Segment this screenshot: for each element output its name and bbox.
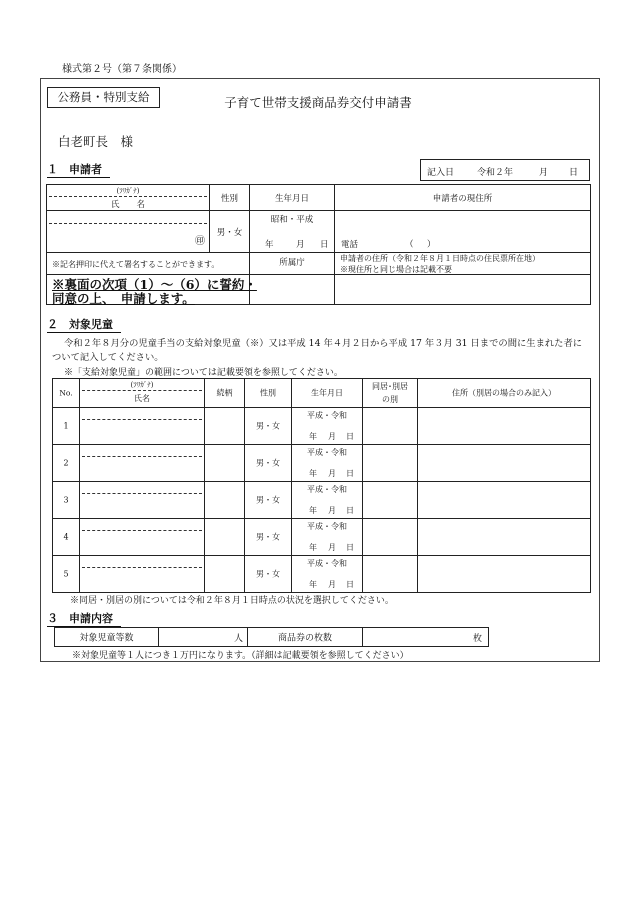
child-birthdate-cell [292,556,363,593]
registered-address-label: 申請者の住所（令和２年８月１日時点の住民票所在地） [340,254,540,263]
child-gender-options: 男・女 [256,421,280,431]
child-address-header: 住所（別居の場合のみ記入） [452,388,556,398]
request-table [54,627,489,647]
applicant-birthdate-cell [250,211,335,253]
birth-day-label: 日 [320,240,329,250]
child-address-cell [418,519,591,556]
child-no-cell [53,519,80,556]
child-no: 1 [63,421,69,431]
child-birthdate-cell [292,445,363,482]
child-address-cell [418,556,591,593]
child-relation-cell [205,408,245,445]
child-gender-header: 性別 [260,388,276,398]
child-name-cell [80,408,205,445]
phone-label: 電話 [341,240,359,250]
office-value-cell [250,275,335,305]
child-cohabit-cell [363,519,418,556]
child-furigana-dashed-line [82,419,202,420]
child-gender-cell [245,408,292,445]
child-birth-year: 年 [309,543,317,552]
applicant-address-header-cell [335,185,591,211]
registered-address-note: ※現住所と同じ場合は記載不要 [340,265,452,274]
child-gender-options: 男・女 [256,532,280,542]
birth-month-label: 月 [296,240,305,250]
voucher-count-unit: 枚 [472,634,482,644]
furigana-dashed-line [49,196,207,197]
child-birth-day: 日 [346,506,354,515]
child-birth-eras: 平成・令和 [307,448,347,457]
child-gender-cell [245,556,292,593]
form-number: 様式第２号（第７条関係） [62,64,182,75]
child-no: 4 [63,532,69,542]
child-gender-options: 男・女 [256,495,280,505]
section-request-heading: ３ 申請内容 [47,612,121,627]
child-furigana-dashed-line [82,567,202,568]
child-furigana-header: (ﾌﾘｶﾞﾅ) [130,381,154,389]
entry-date-era-year: 令和２年 [477,168,514,178]
pledge-cell [47,275,257,306]
child-furigana-dashed-line [82,493,202,494]
col-name-header [80,379,205,408]
child-no-cell [53,445,80,482]
category-label-box: 公務員・特別支給 [47,87,160,108]
child-birth-month: 月 [328,543,336,552]
child-furigana-dashed-line [82,456,202,457]
birth-eras: 昭和・平成 [270,215,314,225]
child-name-cell [80,556,205,593]
col-cohabit-header [363,379,418,408]
col-address-header [418,379,591,408]
child-name-cell [80,519,205,556]
gender-options: 男・女 [216,227,243,238]
pledge-line-2: 同意の上、 申請します。 [52,291,195,306]
col-gender-header [245,379,292,408]
child-birth-year: 年 [309,506,317,515]
child-row [53,519,591,556]
child-no-cell [53,556,80,593]
birthdate-header: 生年月日 [274,193,309,204]
entry-date-label: 記入日 [427,168,455,178]
voucher-count-value-cell [363,628,489,647]
child-address-cell [418,482,591,519]
col-relation-header [205,379,245,408]
name-furigana-dashed-line [49,223,207,224]
applicant-header-row [47,185,591,211]
child-no-cell [53,482,80,519]
child-birth-eras: 平成・令和 [307,485,347,494]
office-label-cell [250,253,335,275]
child-birth-month: 月 [328,506,336,515]
child-birth-day: 日 [346,580,354,589]
seal-mark: ㊞ [195,236,205,247]
voucher-count-label-cell [248,628,363,647]
child-row [53,408,591,445]
child-furigana-header-dashed-line [82,390,202,391]
child-gender-cell [245,482,292,519]
child-birth-year: 年 [309,580,317,589]
applicant-table [46,184,591,305]
child-birth-day: 日 [346,432,354,441]
request-row [55,628,489,647]
child-gender-cell [245,445,292,482]
child-row [53,482,591,519]
child-relation-cell [205,519,245,556]
applicant-entry-row [47,211,591,253]
child-no: 3 [63,495,69,505]
child-cohabit-cell [363,408,418,445]
registered-address-cell [335,253,591,275]
child-relation-cell [205,482,245,519]
children-table [52,378,591,593]
child-cohabit-cell [363,556,418,593]
section-applicant-heading: １ 申請者 [47,163,110,178]
signature-note-cell [47,253,250,275]
child-relation-cell [205,556,245,593]
applicant-pledge-row [47,275,591,305]
applicant-birthdate-header-cell [250,185,335,211]
name-label: 氏 名 [110,200,145,210]
registered-address-value-cell [335,275,591,305]
child-row [53,445,591,482]
child-row [53,556,591,593]
child-relation-cell [205,445,245,482]
child-birth-day: 日 [346,469,354,478]
child-cohabit-cell [363,445,418,482]
col-birthdate-header [292,379,363,408]
phone-paren-close: ） [427,240,436,250]
child-gender-cell [245,519,292,556]
entry-date-month: 月 [539,168,549,178]
child-name-cell [80,482,205,519]
child-birth-month: 月 [328,469,336,478]
child-no-cell [53,408,80,445]
child-birth-month: 月 [328,432,336,441]
children-count-value-cell [159,628,248,647]
child-furigana-dashed-line [82,530,202,531]
child-birth-eras: 平成・令和 [307,411,347,420]
children-count-unit: 人 [233,634,243,644]
applicant-gender-cell [210,211,250,253]
voucher-count-label: 商品券の枚数 [277,633,332,644]
gender-header: 性別 [220,193,238,204]
child-birthdate-header: 生年月日 [311,388,343,398]
office-label: 所属庁 [279,258,305,268]
col-no-header [53,379,80,408]
cohabit-header-line-1: 同居･別居 [372,382,408,391]
applicant-name-header-cell [47,185,210,211]
child-birth-eras: 平成・令和 [307,559,347,568]
child-birthdate-cell [292,408,363,445]
child-birthdate-cell [292,482,363,519]
section-children-heading: ２ 対象児童 [47,318,121,333]
applicant-gender-header-cell [210,185,250,211]
address-header: 申請者の現住所 [432,193,493,204]
pledge-line-1: ※裏面の次項（1）～（6）に誓約・ [52,277,257,292]
applicant-name-cell [47,211,210,253]
child-address-cell [418,445,591,482]
child-cohabit-cell [363,482,418,519]
birth-year-label: 年 [265,240,274,250]
child-address-cell [418,408,591,445]
children-count-label-cell [55,628,159,647]
no-header: No. [59,388,73,398]
child-gender-options: 男・女 [256,458,280,468]
child-no: 2 [63,458,69,468]
applicant-office-row [47,253,591,275]
signature-note: ※記名押印に代えて署名することができます。 [52,260,220,269]
children-description: 令和２年８月分の児童手当の支給対象児童（※）又は平成 14 年４月２日から平成 17 年３月 31 日までの間に生まれた者について記入してください。 [52,338,583,363]
phone-paren-open: （ [405,240,414,250]
request-note: ※対象児童等１人につき１万円になります。（詳細は記載要領を参照してください） [72,651,409,661]
child-name-header: 氏名 [134,394,150,403]
child-birth-day: 日 [346,543,354,552]
form-title: 子育て世帯支援商品券交付申請書 [224,95,412,110]
furigana-label: (ﾌﾘｶﾞﾅ) [116,187,140,195]
relation-header: 続柄 [216,388,233,398]
applicant-current-address-cell [335,211,591,253]
child-birth-year: 年 [309,469,317,478]
child-no: 5 [63,569,69,579]
child-gender-options: 男・女 [256,569,280,579]
child-birthdate-cell [292,519,363,556]
cohabit-note: ※同居・別居の別については令和２年８月１日時点の状況を選択してください。 [70,596,394,606]
entry-date-day: 日 [569,168,579,178]
child-birth-year: 年 [309,432,317,441]
addressee: 白老町長 様 [58,134,134,149]
children-count-label: 対象児童等数 [79,633,134,644]
entry-date-box [420,159,590,181]
child-name-cell [80,445,205,482]
child-birth-eras: 平成・令和 [307,522,347,531]
children-header-row [53,379,591,408]
child-birth-month: 月 [328,580,336,589]
children-scope-note: ※「支給対象児童」の範囲については記載要領を参照してください。 [64,368,343,378]
cohabit-header-line-2: の別 [382,395,398,404]
